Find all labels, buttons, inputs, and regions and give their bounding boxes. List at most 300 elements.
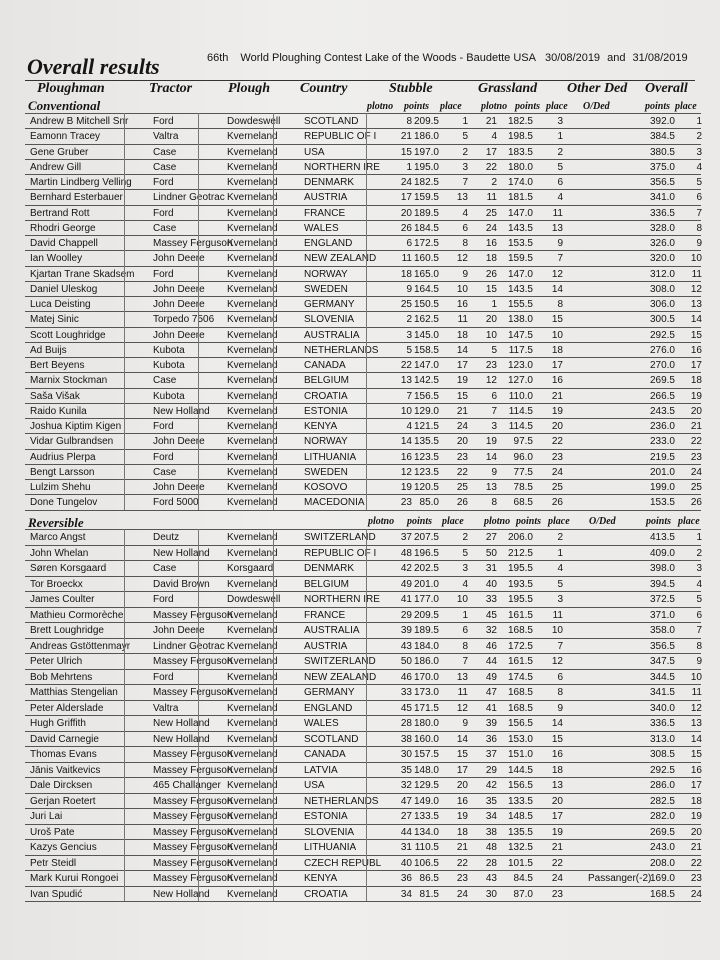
col-other-ded: Other Ded — [567, 81, 628, 96]
cell-overall-place: 20 — [690, 405, 702, 417]
cell-grassland-plotno: 3 — [491, 421, 497, 432]
cell-stubble-plotno: 36 — [400, 873, 412, 884]
cell-overall-place: 15 — [690, 329, 702, 341]
cell-plough: Kverneland — [227, 857, 278, 869]
cell-grassland-points: 159.5 — [507, 253, 533, 265]
cell-grassland-points: 155.5 — [507, 299, 533, 310]
table-row — [28, 434, 702, 449]
cell-country: NETHERLANDS — [304, 795, 379, 807]
cell-stubble-place: 25 — [456, 482, 468, 493]
cell-stubble-place: 15 — [456, 390, 468, 402]
table-row — [28, 343, 702, 358]
cell-overall-place: 17 — [690, 780, 702, 791]
cell-overall-points: 340.0 — [649, 702, 675, 714]
cell-overall-points: 168.5 — [649, 888, 675, 900]
table-row — [28, 561, 702, 576]
cell-overall-points: 313.0 — [649, 733, 675, 745]
cell-plough: Kverneland — [227, 268, 278, 280]
table-row — [28, 175, 702, 190]
cell-grassland-plotno: 32 — [485, 625, 497, 636]
table-row — [28, 419, 702, 434]
cell-overall-place: 9 — [696, 238, 702, 249]
cell-grassland-place: 23 — [551, 451, 563, 463]
cell-country: BELGIUM — [304, 578, 350, 590]
cell-plough: Kverneland — [227, 718, 278, 729]
table-row — [28, 608, 702, 623]
table-row — [28, 794, 702, 809]
cell-stubble-points: 148.0 — [413, 764, 439, 776]
cell-ploughman: Andrew B Mitchell Snr — [30, 116, 129, 127]
cell-plough: Kverneland — [227, 842, 278, 853]
cell-plough: Kverneland — [227, 656, 278, 667]
cell-tractor: New Holland — [153, 718, 210, 729]
cell-overall-points: 320.0 — [649, 253, 675, 265]
cell-overall-points: 347.5 — [649, 656, 675, 667]
cell-grassland-plotno: 30 — [485, 888, 497, 900]
cell-stubble-place: 14 — [456, 733, 468, 745]
cell-grassland-points: 174.0 — [507, 177, 533, 188]
cell-ploughman: James Coulter — [30, 594, 95, 605]
cell-stubble-plotno: 47 — [400, 795, 412, 807]
cell-grassland-plotno: 23 — [485, 360, 497, 371]
cell-grassland-plotno: 6 — [491, 390, 497, 402]
cell-ploughman: Matej Sinic — [30, 314, 79, 326]
cell-country: GERMANY — [304, 299, 355, 310]
cell-overall-place: 19 — [690, 811, 702, 822]
cell-stubble-place: 17 — [456, 764, 468, 776]
cell-tractor: Massey Ferguson — [153, 842, 233, 853]
cell-stubble-plotno: 20 — [400, 207, 412, 219]
table-row — [28, 871, 702, 886]
cell-tractor: Lindner Geotrac — [153, 640, 225, 652]
cell-ploughman: Mark Kurui Rongoei — [30, 873, 119, 884]
cell-overall-place: 10 — [690, 671, 702, 683]
cell-grassland-place: 2 — [557, 532, 563, 543]
cell-overall-place: 14 — [690, 733, 702, 745]
cell-stubble-plotno: 11 — [401, 253, 412, 265]
subhead-grass-points: points — [515, 101, 541, 112]
cell-ploughman: Brett Loughridge — [30, 625, 104, 636]
cell-grassland-points: 161.5 — [507, 656, 533, 667]
cell-plough: Kverneland — [227, 360, 278, 371]
cell-stubble-place: 9 — [462, 268, 468, 280]
cell-overall-points: 380.5 — [649, 146, 675, 158]
cell-ploughman: Ivan Spudić — [30, 888, 83, 900]
cell-overall-points: 358.0 — [649, 625, 675, 636]
cell-country: REPUBLIC OF I — [304, 131, 377, 143]
cell-country: NETHERLANDS — [304, 344, 379, 356]
cell-stubble-plotno: 50 — [400, 656, 412, 667]
cell-stubble-place: 22 — [456, 857, 468, 869]
cell-stubble-plotno: 7 — [406, 390, 412, 402]
cell-plough: Kverneland — [227, 578, 278, 590]
table-row — [28, 778, 702, 793]
cell-grassland-place: 9 — [557, 702, 563, 714]
cell-stubble-points: 209.5 — [413, 116, 439, 127]
cell-stubble-place: 19 — [456, 375, 468, 387]
cell-country: NORTHERN IRE — [304, 161, 380, 173]
cell-stubble-place: 1 — [462, 609, 468, 621]
cell-grassland-place: 20 — [551, 421, 563, 432]
cell-ploughman: Ian Woolley — [30, 253, 83, 265]
cell-stubble-place: 12 — [456, 253, 468, 265]
cell-country: CROATIA — [304, 888, 348, 900]
cell-grassland-plotno: 34 — [485, 811, 497, 822]
cell-country: NEW ZEALAND — [304, 253, 377, 265]
cell-tractor: David Brown — [153, 578, 210, 590]
cell-stubble-points: 121.5 — [413, 421, 439, 432]
section-label-conventional: Conventional — [28, 98, 101, 113]
cell-stubble-points: 110.5 — [414, 842, 439, 853]
cell-tractor: Massey Ferguson — [153, 811, 233, 822]
cell-stubble-place: 14 — [456, 344, 468, 356]
cell-stubble-points: 186.0 — [413, 656, 439, 667]
cell-grassland-place: 6 — [557, 177, 563, 188]
subhead-stubble-plotno: plotno — [367, 101, 394, 112]
cell-country: REPUBLIC OF I — [304, 547, 377, 559]
cell-grassland-plotno: 40 — [485, 578, 497, 590]
cell-stubble-place: 8 — [462, 640, 468, 652]
cell-grassland-points: 135.5 — [507, 826, 533, 838]
table-row — [28, 389, 702, 404]
cell-grassland-plotno: 37 — [485, 749, 497, 760]
cell-overall-points: 341.0 — [649, 192, 675, 204]
cell-overall-place: 1 — [696, 116, 702, 127]
cell-country: BELGIUM — [304, 375, 350, 387]
cell-country: ENGLAND — [304, 702, 353, 714]
cell-ploughman: Vidar Gulbrandsen — [30, 436, 114, 448]
cell-stubble-plotno: 23 — [400, 497, 412, 509]
cell-overall-points: 392.0 — [649, 116, 675, 127]
cell-overall-place: 5 — [696, 594, 702, 605]
rev-subhead-stubble-place: place — [442, 516, 464, 527]
cell-overall-place: 24 — [690, 888, 702, 900]
subhead-grass-plotno: plotno — [481, 101, 508, 112]
table-row — [28, 546, 702, 561]
cell-stubble-place: 26 — [456, 497, 468, 509]
cell-grassland-plotno: 29 — [485, 764, 497, 776]
cell-country: CANADA — [304, 360, 346, 371]
cell-overall-points: 371.0 — [649, 609, 675, 621]
cell-tractor: Case — [153, 161, 177, 173]
col-grassland: Grassland — [478, 81, 538, 96]
cell-overall-place: 10 — [690, 253, 702, 265]
cell-plough: Kverneland — [227, 466, 278, 478]
col-tractor: Tractor — [149, 81, 193, 96]
cell-grassland-place: 10 — [551, 329, 563, 341]
cell-grassland-points: 114.5 — [508, 421, 533, 432]
cell-grassland-plotno: 33 — [485, 594, 497, 605]
rev-subhead-grass-points: points — [516, 516, 542, 527]
cell-grassland-plotno: 48 — [485, 842, 497, 853]
cell-grassland-points: 77.5 — [513, 466, 533, 478]
cell-stubble-place: 8 — [462, 238, 468, 249]
cell-grassland-place: 16 — [551, 375, 563, 387]
cell-tractor: Massey Ferguson — [153, 857, 233, 869]
cell-stubble-points: 156.5 — [413, 390, 439, 402]
cell-stubble-plotno: 38 — [400, 733, 412, 745]
cell-overall-points: 356.5 — [649, 177, 675, 188]
cell-stubble-place: 7 — [462, 656, 468, 667]
cell-plough: Kverneland — [227, 283, 278, 295]
cell-ploughman: Luca Deisting — [30, 299, 91, 310]
cell-plough: Kverneland — [227, 436, 278, 448]
cell-stubble-plotno: 28 — [400, 718, 412, 729]
table-row — [28, 282, 702, 297]
cell-grassland-plotno: 49 — [485, 671, 497, 683]
cell-stubble-plotno: 44 — [400, 826, 412, 838]
cell-grassland-place: 21 — [551, 842, 563, 853]
cell-grassland-points: 168.5 — [507, 702, 533, 714]
table-row — [28, 312, 702, 327]
cell-grassland-plotno: 13 — [485, 482, 497, 493]
cell-grassland-plotno: 16 — [485, 238, 497, 249]
cell-stubble-plotno: 40 — [400, 857, 412, 869]
cell-grassland-points: 153.0 — [507, 733, 533, 745]
cell-country: KENYA — [304, 421, 338, 432]
cell-country: AUSTRIA — [304, 640, 348, 652]
cell-grassland-points: 84.5 — [513, 873, 533, 884]
cell-plough: Kverneland — [227, 314, 278, 326]
subhead-grass-place: place — [546, 101, 568, 112]
column-divider — [198, 529, 199, 901]
cell-stubble-points: 142.5 — [413, 375, 439, 387]
cell-plough: Kverneland — [227, 146, 278, 158]
cell-grassland-place: 6 — [557, 671, 563, 683]
cell-stubble-place: 13 — [456, 671, 468, 683]
cell-stubble-plotno: 10 — [400, 405, 412, 417]
table-row — [28, 114, 702, 129]
cell-stubble-points: 123.5 — [413, 466, 439, 478]
cell-overall-points: 266.5 — [649, 390, 675, 402]
cell-grassland-place: 25 — [551, 482, 563, 493]
cell-overall-points: 269.5 — [649, 826, 675, 838]
cell-stubble-plotno: 16 — [400, 451, 412, 463]
cell-overall-place: 23 — [690, 873, 702, 884]
cell-stubble-points: 184.0 — [413, 640, 439, 652]
cell-grassland-points: 132.5 — [507, 842, 533, 853]
cell-stubble-points: 164.5 — [413, 283, 439, 295]
cell-grassland-place: 11 — [552, 207, 563, 219]
cell-overall-place: 3 — [696, 146, 702, 158]
cell-grassland-points: 110.0 — [508, 390, 533, 402]
cell-grassland-place: 17 — [551, 811, 563, 822]
cell-stubble-points: 184.5 — [413, 222, 439, 234]
cell-plough: Kverneland — [227, 192, 278, 204]
cell-grassland-place: 19 — [551, 826, 563, 838]
cell-overall-place: 3 — [696, 563, 702, 574]
cell-grassland-place: 15 — [551, 314, 563, 326]
table-row — [28, 495, 702, 510]
cell-stubble-points: 197.0 — [413, 146, 439, 158]
table-row — [28, 732, 702, 747]
cell-overall-points: 292.5 — [649, 764, 675, 776]
cell-ploughman: Mathieu Cormorèche — [30, 609, 124, 621]
cell-grassland-plotno: 28 — [485, 857, 497, 869]
cell-tractor: Ford — [153, 177, 174, 188]
cell-grassland-place: 8 — [557, 687, 563, 698]
cell-stubble-points: 147.0 — [413, 360, 439, 371]
cell-stubble-points: 85.0 — [419, 497, 439, 509]
cell-tractor: Case — [153, 466, 177, 478]
cell-ploughman: Martin Lindberg Velling — [30, 177, 132, 188]
cell-grassland-place: 15 — [551, 733, 563, 745]
cell-grassland-plotno: 38 — [485, 826, 497, 838]
cell-ploughman: Saša Višak — [30, 390, 80, 402]
cell-stubble-points: 202.5 — [413, 563, 439, 574]
cell-stubble-place: 24 — [456, 888, 468, 900]
table-row — [28, 297, 702, 312]
cell-stubble-points: 120.5 — [413, 482, 439, 493]
cell-grassland-plotno: 42 — [485, 780, 497, 791]
cell-country: ENGLAND — [304, 238, 353, 249]
cell-country: WALES — [304, 222, 339, 234]
cell-stubble-points: 170.0 — [413, 671, 439, 683]
cell-grassland-points: 153.5 — [507, 238, 533, 249]
table-top-rule — [25, 529, 701, 530]
cell-grassland-place: 3 — [557, 594, 563, 605]
table-row — [28, 267, 702, 282]
cell-overall-place: 19 — [690, 390, 702, 402]
cell-tractor: 465 Challanger — [153, 780, 221, 791]
cell-stubble-plotno: 17 — [400, 192, 412, 204]
cell-ploughman: Matthias Stengelian — [30, 687, 118, 698]
cell-ploughman: Dale Dircksen — [30, 780, 93, 791]
cell-stubble-plotno: 6 — [406, 238, 412, 249]
cell-overall-place: 22 — [690, 436, 702, 448]
cell-ploughman: Thomas Evans — [30, 749, 97, 760]
table-row — [28, 450, 702, 465]
table-row — [28, 129, 702, 144]
cell-grassland-plotno: 25 — [485, 207, 497, 219]
cell-plough: Kverneland — [227, 702, 278, 714]
cell-stubble-place: 15 — [456, 749, 468, 760]
cell-grassland-place: 21 — [551, 390, 563, 402]
cell-overall-place: 22 — [690, 857, 702, 869]
cell-grassland-plotno: 11 — [486, 192, 497, 204]
cell-stubble-points: 135.5 — [413, 436, 439, 448]
cell-grassland-place: 3 — [557, 116, 563, 127]
cell-grassland-points: 78.5 — [513, 482, 533, 493]
column-divider — [198, 113, 199, 510]
cell-plough: Kverneland — [227, 177, 278, 188]
cell-stubble-plotno: 8 — [406, 116, 412, 127]
cell-grassland-plotno: 14 — [485, 451, 497, 463]
cell-plough: Kverneland — [227, 161, 278, 173]
cell-overall-points: 336.5 — [649, 207, 675, 219]
cell-overall-place: 21 — [690, 842, 702, 853]
cell-overall-points: 292.5 — [649, 329, 675, 341]
cell-stubble-plotno: 24 — [400, 177, 412, 188]
cell-plough: Kverneland — [227, 640, 278, 652]
cell-ploughman: Petr Steidl — [30, 857, 77, 869]
cell-overall-points: 270.0 — [649, 360, 675, 371]
cell-ploughman: Eamonn Tracey — [30, 131, 101, 143]
cell-overall-place: 24 — [690, 466, 702, 478]
cell-overall-points: 282.0 — [649, 811, 675, 822]
cell-tractor: John Deere — [153, 436, 205, 448]
cell-stubble-plotno: 1 — [406, 161, 412, 173]
table-row — [28, 358, 702, 373]
cell-overall-points: 326.0 — [649, 238, 675, 249]
cell-tractor: John Deere — [153, 482, 205, 493]
cell-tractor: Massey Ferguson — [153, 656, 233, 667]
cell-stubble-place: 17 — [456, 360, 468, 371]
cell-plough: Kverneland — [227, 749, 278, 760]
cell-stubble-points: 209.5 — [413, 609, 439, 621]
cell-grassland-plotno: 20 — [485, 314, 497, 326]
cell-overall-points: 409.0 — [649, 547, 675, 559]
cell-grassland-plotno: 19 — [485, 436, 497, 448]
cell-overall-points: 208.0 — [649, 857, 675, 869]
column-divider — [124, 113, 125, 510]
cell-overall-points: 413.5 — [649, 532, 675, 543]
cell-grassland-plotno: 21 — [485, 116, 497, 127]
cell-ploughman: Bernhard Esterbauer — [30, 192, 123, 204]
cell-overall-points: 312.0 — [649, 268, 675, 280]
cell-ploughman: Marnix Stockman — [30, 375, 108, 387]
table-row — [28, 747, 702, 762]
cell-tractor: Massey Ferguson — [153, 795, 233, 807]
cell-plough: Dowdeswell — [227, 594, 281, 605]
cell-grassland-points: 195.5 — [507, 563, 533, 574]
cell-overall-points: 336.5 — [649, 718, 675, 729]
cell-country: CZECH REPUBL — [304, 857, 382, 869]
cell-ploughman: John Whelan — [30, 547, 89, 559]
cell-overall-place: 25 — [690, 482, 702, 493]
cell-grassland-points: 143.5 — [507, 283, 533, 295]
cell-stubble-place: 9 — [462, 718, 468, 729]
cell-stubble-plotno: 13 — [400, 375, 412, 387]
cell-tractor: New Holland — [153, 405, 210, 417]
cell-grassland-points: 151.0 — [507, 749, 533, 760]
cell-overall-place: 17 — [690, 360, 702, 371]
cell-overall-points: 169.0 — [649, 873, 675, 884]
cell-country: AUSTRALIA — [304, 625, 360, 636]
cell-stubble-plotno: 33 — [400, 687, 412, 698]
cell-overall-points: 282.5 — [649, 795, 675, 807]
cell-tractor: Kubota — [153, 344, 185, 356]
cell-grassland-place: 12 — [551, 268, 563, 280]
cell-stubble-points: 123.5 — [413, 451, 439, 463]
cell-tractor: Ford — [153, 421, 174, 432]
cell-country: USA — [304, 146, 325, 158]
cell-plough: Kverneland — [227, 375, 278, 387]
rev-subhead-stubble-plotno: plotno — [368, 516, 395, 527]
cell-tractor: Massey Ferguson — [153, 873, 233, 884]
cell-overall-points: 375.0 — [649, 161, 675, 173]
cell-tractor: Ford — [153, 671, 174, 683]
cell-stubble-plotno: 27 — [400, 811, 412, 822]
cell-overall-points: 276.0 — [649, 344, 675, 356]
table-row — [28, 206, 702, 221]
cell-plough: Kverneland — [227, 253, 278, 265]
cell-grassland-points: 180.0 — [507, 161, 533, 173]
cell-tractor: Deutz — [153, 532, 180, 543]
cell-stubble-points: 201.0 — [413, 578, 439, 590]
cell-plough: Kverneland — [227, 826, 278, 838]
row-divider — [25, 510, 701, 511]
cell-overall-place: 4 — [696, 578, 702, 590]
cell-country: CROATIA — [304, 390, 348, 402]
cell-plough: Kverneland — [227, 532, 278, 543]
cell-stubble-plotno: 3 — [406, 329, 412, 341]
cell-overall-place: 16 — [690, 764, 702, 776]
cell-grassland-place: 22 — [551, 436, 563, 448]
cell-stubble-plotno: 34 — [400, 888, 412, 900]
cell-ploughman: Daniel Uleskog — [30, 283, 98, 295]
cell-stubble-plotno: 2 — [406, 314, 412, 326]
